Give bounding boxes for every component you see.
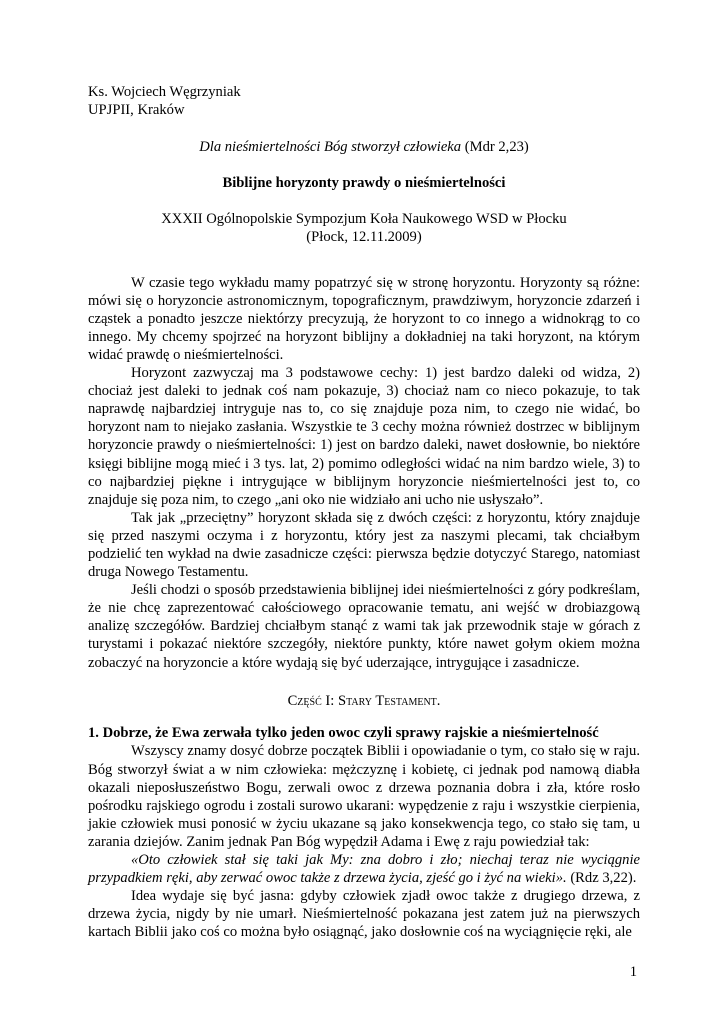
document-title: Biblijne horyzonty prawdy o nieśmiertelności bbox=[222, 175, 506, 192]
paragraph: Jeśli chodzi o sposób przedstawienia biblijnej idei nieśmiertelności z góry podkreślam, że nie chcę zaprezentować całościowego opracowanie tematu, ani wejść w drobiazgową analizę szczegółów. Bardziej chciałbym stanąć z wami tak jak przewodnik staje w górach z turystami i pokazać niektóre szczegóły, niektóre punkty, które nawet gołym okiem można zobaczyć na horyzoncie a które wydają się być uderzające, intrygujące i zasadnicze. bbox=[88, 582, 640, 671]
symposium-name: XXXII Ogólnopolskie Sympozjum Koła Naukowego WSD w Płocku bbox=[161, 211, 567, 228]
paragraph: W czasie tego wykładu mamy popatrzyć się w stronę horyzontu. Horyzonty są różne: mówi się o horyzoncie astronomicznym, topograficznym, prawdziwym, horyzoncie zdarzeń i cząstek a ponadto jeszcze niektórzy precyzują, że horyzont to co innego a widnokrąg to co innego. My chcemy spojrzeć na horyzont biblijny a dokładniej na taki horyzont, na którym widać prawdę o nieśmiertelności. bbox=[88, 274, 640, 363]
introduction bbox=[88, 274, 640, 672]
section-heading: 1. Dobrze, że Ewa zerwała tylko jeden owoc czyli sprawy rajskie a nieśmiertelność bbox=[88, 725, 599, 742]
paragraph: Tak jak „przeciętny” horyzont składa się z dwóch części: z horyzontu, który znajduje się przed naszymi oczyma i z horyzontu, który jest za naszymi plecami, tak chciałbym podzielić ten wykład na dwie zasadnicze części: pierwsza będzie dotyczyć Starego, natomiast druga Nowego Testamentu. bbox=[88, 509, 640, 581]
motto bbox=[88, 138, 640, 156]
author-affiliation: UPJPII, Kraków bbox=[88, 102, 185, 119]
part-heading: Część I: Stary Testament. bbox=[287, 692, 441, 709]
document-page bbox=[88, 83, 640, 941]
motto-reference: (Mdr 2,23) bbox=[461, 139, 529, 156]
symposium-date: (Płock, 12.11.2009) bbox=[306, 229, 422, 246]
paragraph: Horyzont zazwyczaj ma 3 podstawowe cechy: 1) jest bardzo daleki od widza, 2) chociaż jest daleki to jednak coś nam pokazuje, 3) chociaż nam co nieco pokazuje, to tak naprawdę najbardziej intryguje nas to, co się znajduje poza nim, to czego nie widać, bo horyzont nam to niejako zasłania. Wszystkie te 3 cechy można również dostrzec w biblijnym horyzoncie prawdy o nieśmiertelności: 1) jest on bardzo daleki, nawet dosłownie, bo niektóre księgi biblijne mogą mieć i 3 tys. lat, 2) pomimo odległości widać na nim bardzo wiele, 3) to co najbardziej piękne i intrygujące w biblijnym horyzoncie nieśmiertelności jest to, co znajduje się poza nim, to czego „ani oko nie widziało ani ucho nie usłyszało”. bbox=[88, 365, 640, 508]
paragraph: Wszyscy znamy dosyć dobrze początek Biblii i opowiadanie o tym, co stało się w raju. Bóg stworzył świat a w nim człowieka: mężczyznę i kobietę, ci jednak pod namową diabła okazali nieposłuszeństwo Bogu, zerwali owoc z drzewa poznania dobra i zła, które rosło pośrodku rajskiego ogrodu i zostali surowo ukarani: wypędzenie z raju i wszystkie cierpienia, jakie człowiek musi ponosić w życiu ukazane są jako konsekwencja tego, co stało się tam, u zarania dziejów. Zanim jednak Pan Bóg wypędził Adama i Ewę z raju powiedział tak: bbox=[88, 743, 640, 850]
author-name: Ks. Wojciech Węgrzyniak bbox=[88, 84, 241, 100]
quote-reference: (Rdz 3,22). bbox=[566, 870, 637, 887]
motto-text: Dla nieśmiertelności Bóg stworzył człowieka bbox=[199, 139, 462, 156]
bible-quote bbox=[88, 851, 640, 887]
quote-text: «Oto człowiek stał się taki jak My: zna dobro i zło; niechaj teraz nie wyciągnie przypadkiem ręki, aby zerwać owoc także z drzewa życia, zjeść go i żyć na wieki». bbox=[88, 851, 640, 887]
paragraph: Idea wydaje się być jasna: gdyby człowiek zjadł owoc także z drugiego drzewa, z drzewa życia, nigdy by nie umarł. Nieśmiertelność pokazana jest zatem już na pierwszych kartach Biblii jako coś co można było osiągnąć, jako dosłownie coś na wyciągnięcie ręki, ale bbox=[88, 888, 640, 941]
page-number: 1 bbox=[629, 964, 637, 980]
